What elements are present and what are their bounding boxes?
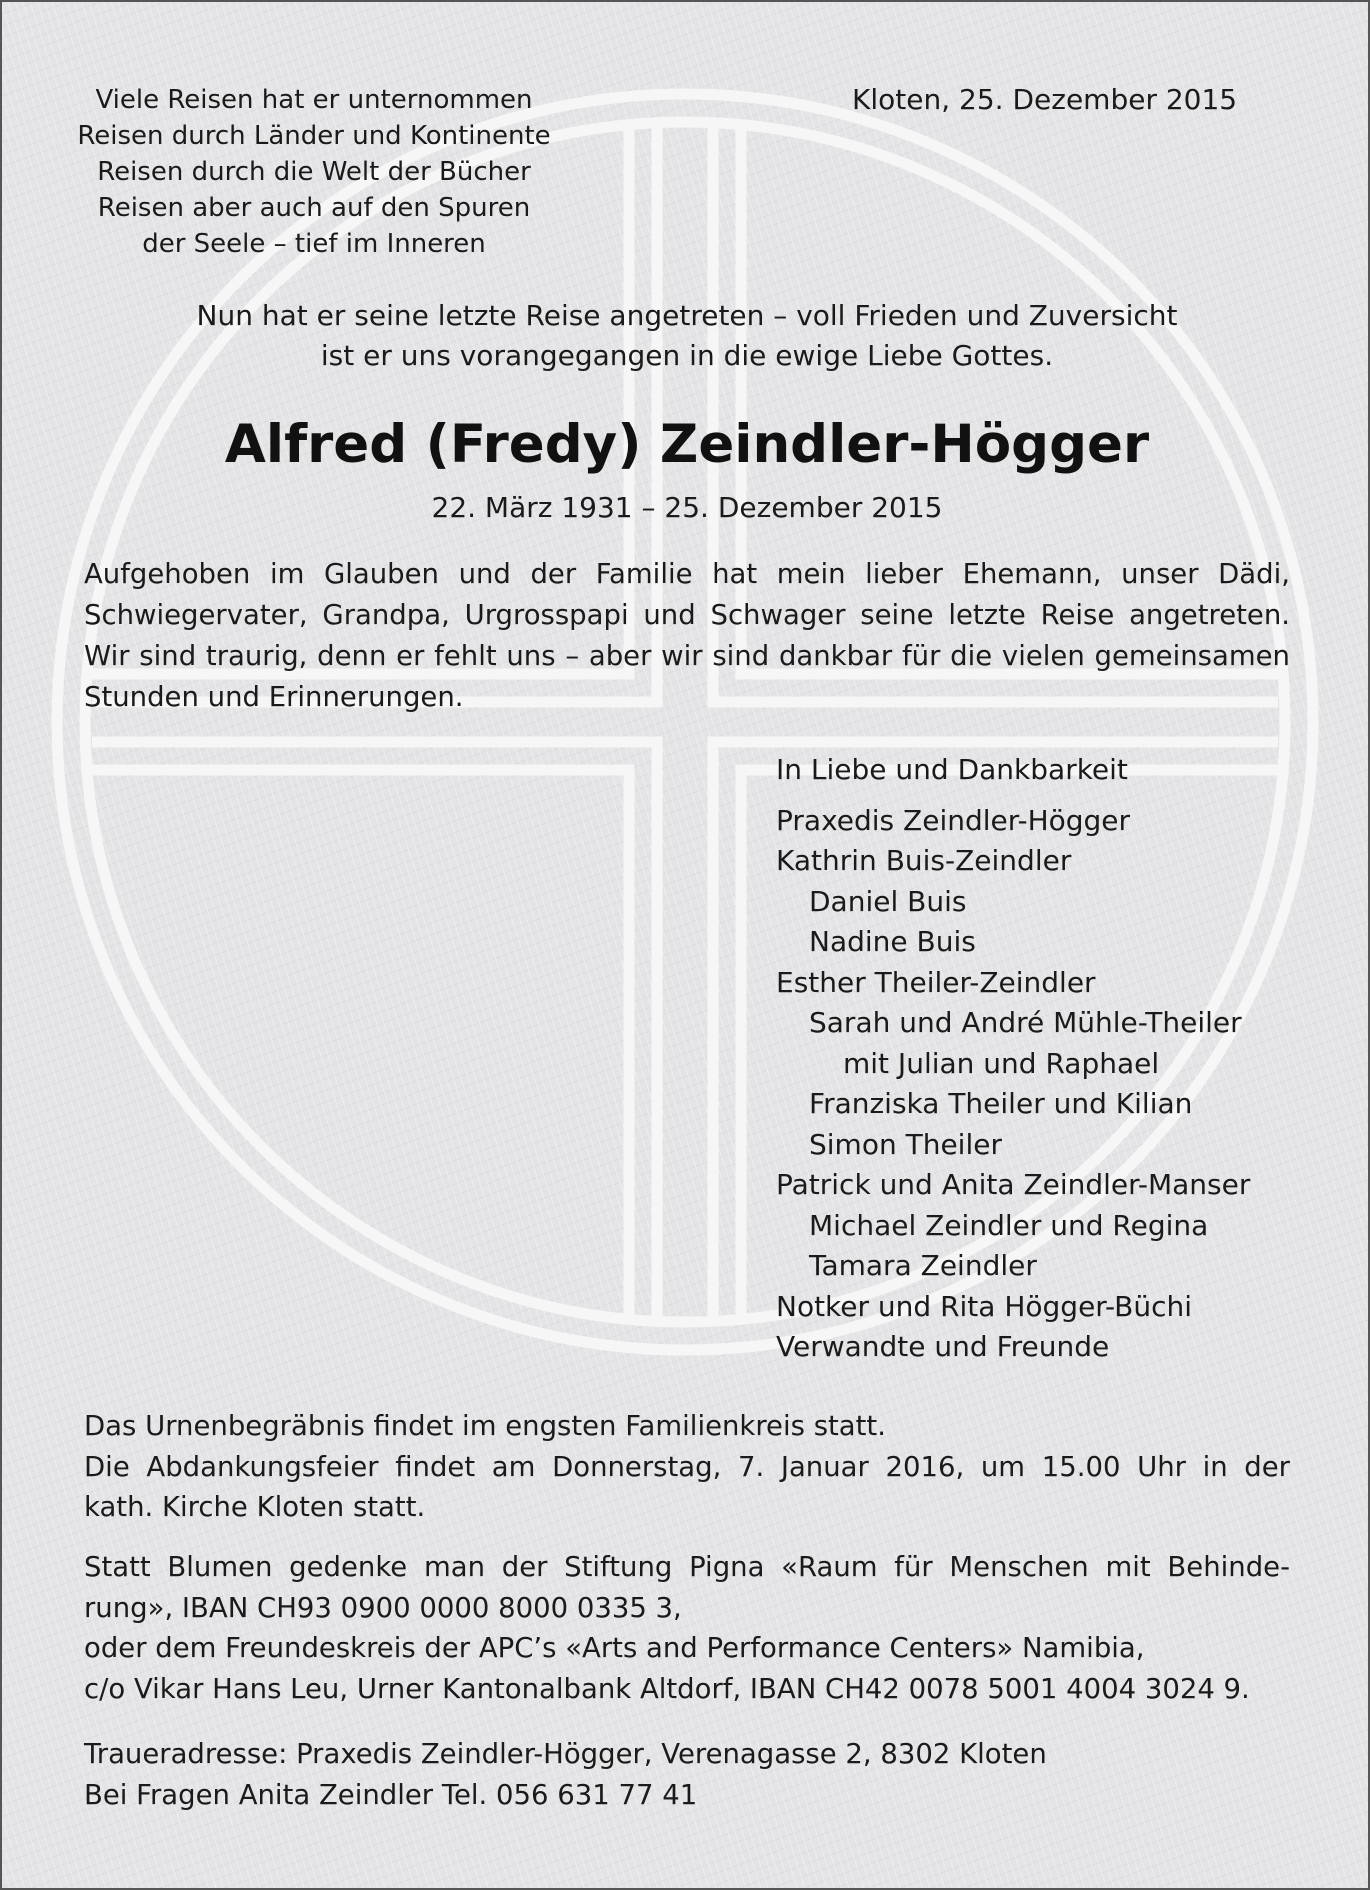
poem-line: Reisen durch die Welt der Bücher <box>97 157 531 187</box>
intro-text <box>102 296 1272 376</box>
funeral-line: kath. Kirche Kloten statt. <box>84 1491 426 1523</box>
poem <box>64 82 564 262</box>
donation-line: Statt Blumen gedenke man der Stiftung Pigna «Raum für Menschen mit Behinde- <box>84 1551 1290 1583</box>
poem-line: der Seele – tief im Inneren <box>142 229 486 259</box>
intro-line: Nun hat er seine letzte Reise angetreten – voll Frieden und Zuversicht <box>196 299 1178 332</box>
donation-line: rung», IBAN CH93 0900 0000 8000 0335 3, <box>84 1591 682 1624</box>
mourner-name: Verwandte und Freunde <box>776 1330 1110 1363</box>
main-text-line: Aufgehoben im Glauben und der Familie hat mein lieber Ehemann, unser Dädi, <box>84 558 1290 590</box>
mourner-name: Sarah und André Mühle-Theiler <box>809 1006 1242 1039</box>
donation-info <box>84 1547 1290 1709</box>
mourners-heading: In Liebe und Dankbarkeit <box>776 753 1128 786</box>
intro-line: ist er uns vorangegangen in die ewige Liebe Gottes. <box>320 339 1054 372</box>
mourner-name: Kathrin Buis-Zeindler <box>776 844 1072 877</box>
donation-line: oder dem Freundeskreis der APC’s «Arts and Performance Centers» Namibia, <box>84 1632 1145 1664</box>
mourning-address: Traueradresse: Praxedis Zeindler-Högger, Verenagasse 2, 8302 Kloten <box>84 1738 1047 1770</box>
mourner-name: Praxedis Zeindler-Högger <box>776 803 1131 837</box>
mourner-name: Tamara Zeindler <box>809 1249 1037 1282</box>
main-text-line: Wir sind traurig, denn er fehlt uns – aber wir sind dankbar für die vielen gemeinsamen <box>84 640 1290 672</box>
main-text <box>84 554 1290 718</box>
place-and-date: Kloten, 25. Dezember 2015 <box>852 83 1238 116</box>
funeral-line: Das Urnenbegräbnis findet im engsten Familienkreis statt. <box>84 1410 886 1442</box>
life-dates: 22. März 1931 – 25. Dezember 2015 <box>431 491 943 524</box>
main-text-line: Stunden und Erinnerungen. <box>84 681 464 713</box>
mourner-name: Daniel Buis <box>809 884 967 918</box>
mourner-name: mit Julian und Raphael <box>843 1046 1160 1080</box>
mourner-name: Franziska Theiler und Kilian <box>809 1087 1193 1120</box>
mourner-name: Notker und Rita Högger-Büchi <box>776 1289 1193 1323</box>
mourner-name: Simon Theiler <box>809 1127 1002 1161</box>
funeral-line: Die Abdankungsfeier findet am Donnerstag, 7. Januar 2016, um 15.00 Uhr in der <box>84 1450 1290 1483</box>
contact-phone: Bei Fragen Anita Zeindler Tel. 056 631 77 41 <box>84 1778 698 1811</box>
main-text-line: Schwiegervater, Grandpa, Urgrosspapi und Schwager seine letzte Reise angetreten. <box>84 599 1290 631</box>
mourner-name: Michael Zeindler und Regina <box>809 1208 1209 1242</box>
mourner-name: Patrick und Anita Zeindler-Manser <box>776 1168 1251 1201</box>
poem-line: Viele Reisen hat er unternommen <box>95 85 533 115</box>
contact-info <box>84 1734 1290 1815</box>
mourner-name: Nadine Buis <box>809 925 976 958</box>
mourners-list <box>776 750 1336 1368</box>
deceased-name: Alfred (Fredy) Zeindler-Högger <box>224 414 1150 475</box>
mourner-name: Esther Theiler-Zeindler <box>776 965 1096 999</box>
donation-line: c/o Vikar Hans Leu, Urner Kantonalbank Altdorf, IBAN CH42 0078 5001 4004 3024 9. <box>84 1672 1250 1705</box>
poem-line: Reisen aber auch auf den Spuren <box>97 193 531 223</box>
poem-line: Reisen durch Länder und Kontinente <box>77 121 551 151</box>
funeral-info <box>84 1406 1290 1528</box>
